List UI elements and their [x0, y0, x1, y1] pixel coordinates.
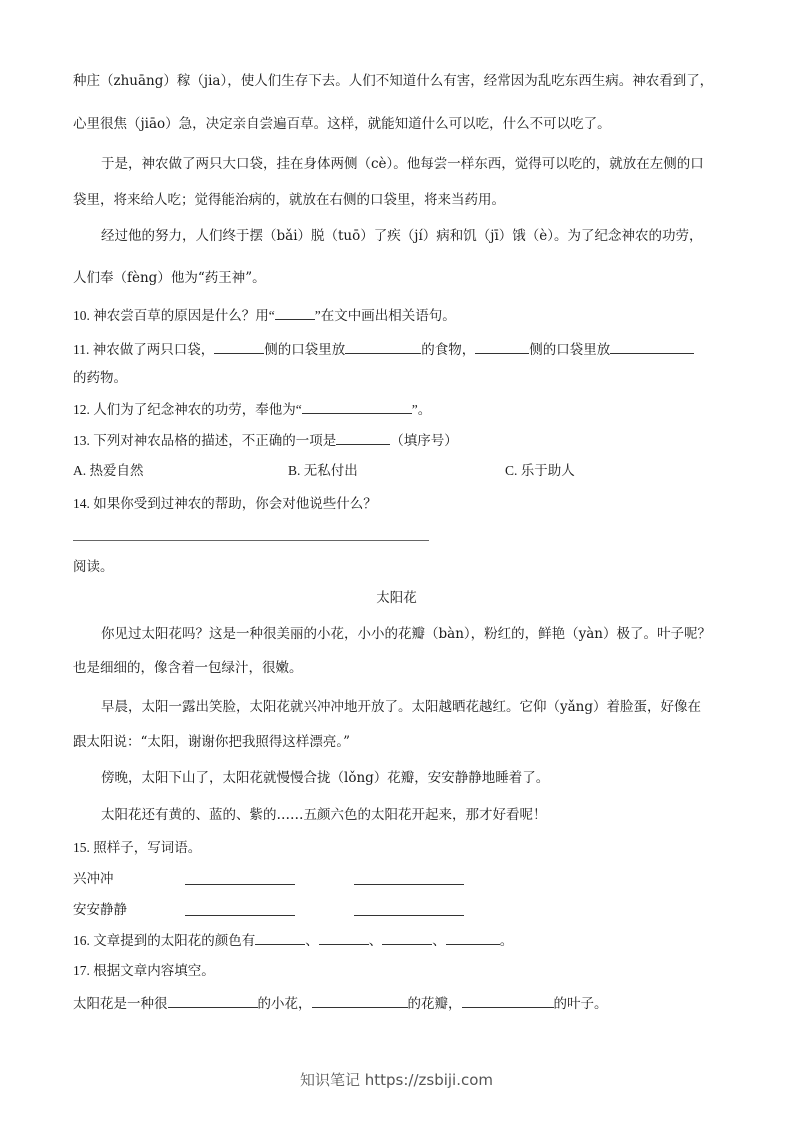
passage1-line: 心里很焦（jiāo）急，决定亲自尝遍百草。这样，就能知道什么可以吃，什么不可以吃了。 — [73, 116, 611, 132]
question-11-text: 侧的口袋里放 — [264, 342, 346, 357]
footer-watermark: 知识笔记 https://zsbiji.com — [299, 1071, 494, 1089]
question-16-text: 16. 文章提到的太阳花的颜色有 — [73, 933, 256, 948]
passage1-line: 种庄（zhuāng）稼（jia），使人们生存下去。人们不知道什么有害，经常因为乱吃东西生病。神农看到了， — [73, 73, 714, 89]
passage2-line: 早晨，太阳一露出笑脸，太阳花就兴冲冲地开放了。太阳越晒花越红。它仰（yǎng）着脸蛋，好像在 — [101, 699, 702, 715]
passage-title: 太阳花 — [376, 590, 417, 606]
question-12-text: ”。 — [411, 402, 432, 417]
question-11-cont: 的药物。 — [73, 370, 127, 385]
question-17-fill — [73, 993, 608, 1014]
question-13-text: 13. 下列对神农品格的描述，不正确的一项是 — [73, 433, 337, 448]
passage2-line: 也是细细的，像含着一包绿汁，很嫩。 — [73, 660, 303, 676]
question-17-text: 太阳花是一种很 — [73, 996, 168, 1011]
option-c[interactable]: C. 乐于助人 — [505, 463, 575, 478]
question-16 — [73, 930, 513, 951]
passage2-line: 傍晚，太阳下山了，太阳花就慢慢合拢（lǒng）花瓣，安安静静地睡着了。 — [101, 770, 550, 786]
question-15: 15. 照样子，写词语。 — [73, 840, 202, 855]
answer-blank[interactable] — [610, 339, 694, 354]
passage1-line: 经过他的努力，人们终于摆（bǎi）脱（tuō）了疾（jí）病和饥（jī）饿（è）。为了纪念神农的功劳， — [101, 228, 703, 244]
passage1-line: 于是，神农做了两只大口袋，挂在身体两侧（cè）。他每尝一样东西，觉得可以吃的，就放在左侧的口 — [101, 156, 704, 172]
answer-blank[interactable] — [345, 339, 421, 354]
answer-blank[interactable] — [336, 430, 390, 445]
question-11-text: 的食物， — [421, 342, 476, 357]
reading-label: 阅读。 — [73, 559, 114, 574]
question-10 — [73, 305, 456, 326]
passage2-line: 太阳花还有黄的、蓝的、紫的……五颜六色的太阳花开起来，那才好看呢！ — [101, 807, 547, 823]
option-a[interactable]: A. 热爱自然 — [73, 463, 144, 478]
answer-blank[interactable] — [382, 930, 432, 945]
passage1-line: 袋里，将来给人吃；觉得能治病的，就放在右侧的口袋里，将来当药用。 — [73, 192, 505, 208]
period: 。 — [499, 933, 514, 948]
option-b[interactable]: B. 无私付出 — [288, 463, 358, 478]
answer-blank[interactable] — [185, 901, 295, 916]
question-11-text: 11. 神农做了两只口袋， — [73, 342, 215, 357]
answer-blank[interactable] — [185, 870, 295, 885]
word-example-2: 安安静静 — [73, 902, 127, 917]
answer-blank[interactable] — [312, 993, 408, 1008]
passage1-line: 人们奉（fèng）他为“药王神”。 — [73, 270, 266, 286]
answer-blank[interactable] — [275, 305, 315, 320]
question-11-text: 侧的口袋里放 — [529, 342, 611, 357]
separator: 、 — [305, 933, 319, 948]
question-12 — [73, 399, 431, 420]
answer-blank[interactable] — [302, 399, 412, 414]
answer-blank[interactable] — [214, 339, 264, 354]
answer-blank[interactable] — [462, 993, 554, 1008]
question-13 — [73, 430, 458, 451]
passage2-line: 跟太阳说：“太阳，谢谢你把我照得这样漂亮。” — [73, 734, 351, 750]
separator: 、 — [432, 933, 446, 948]
question-17-text: 的小花， — [257, 996, 312, 1011]
question-12-text: 12. 人们为了纪念神农的功劳，奉他为“ — [73, 402, 302, 417]
answer-line[interactable] — [73, 540, 429, 541]
answer-blank[interactable] — [446, 930, 500, 945]
answer-blank[interactable] — [255, 930, 305, 945]
passage2-line: 你见过太阳花吗？这是一种很美丽的小花，小小的花瓣（bàn），粉红的，鲜艳（yàn）极了。叶子呢？ — [101, 626, 712, 642]
question-11 — [73, 339, 694, 360]
question-17-text: 的花瓣， — [407, 996, 462, 1011]
word-example-1: 兴冲冲 — [73, 871, 114, 886]
question-10-text: ”在文中画出相关语句。 — [314, 308, 456, 323]
question-10-text: 10. 神农尝百草的原因是什么？用“ — [73, 308, 275, 323]
answer-blank[interactable] — [354, 870, 464, 885]
question-13-text: （填序号） — [390, 433, 458, 448]
answer-blank[interactable] — [168, 993, 258, 1008]
answer-blank[interactable] — [475, 339, 529, 354]
answer-blank[interactable] — [319, 930, 369, 945]
answer-blank[interactable] — [354, 901, 464, 916]
question-17-text: 的叶子。 — [553, 996, 608, 1011]
question-14: 14. 如果你受到过神农的帮助，你会对他说些什么？ — [73, 496, 377, 511]
question-17: 17. 根据文章内容填空。 — [73, 963, 215, 978]
separator: 、 — [368, 933, 383, 948]
